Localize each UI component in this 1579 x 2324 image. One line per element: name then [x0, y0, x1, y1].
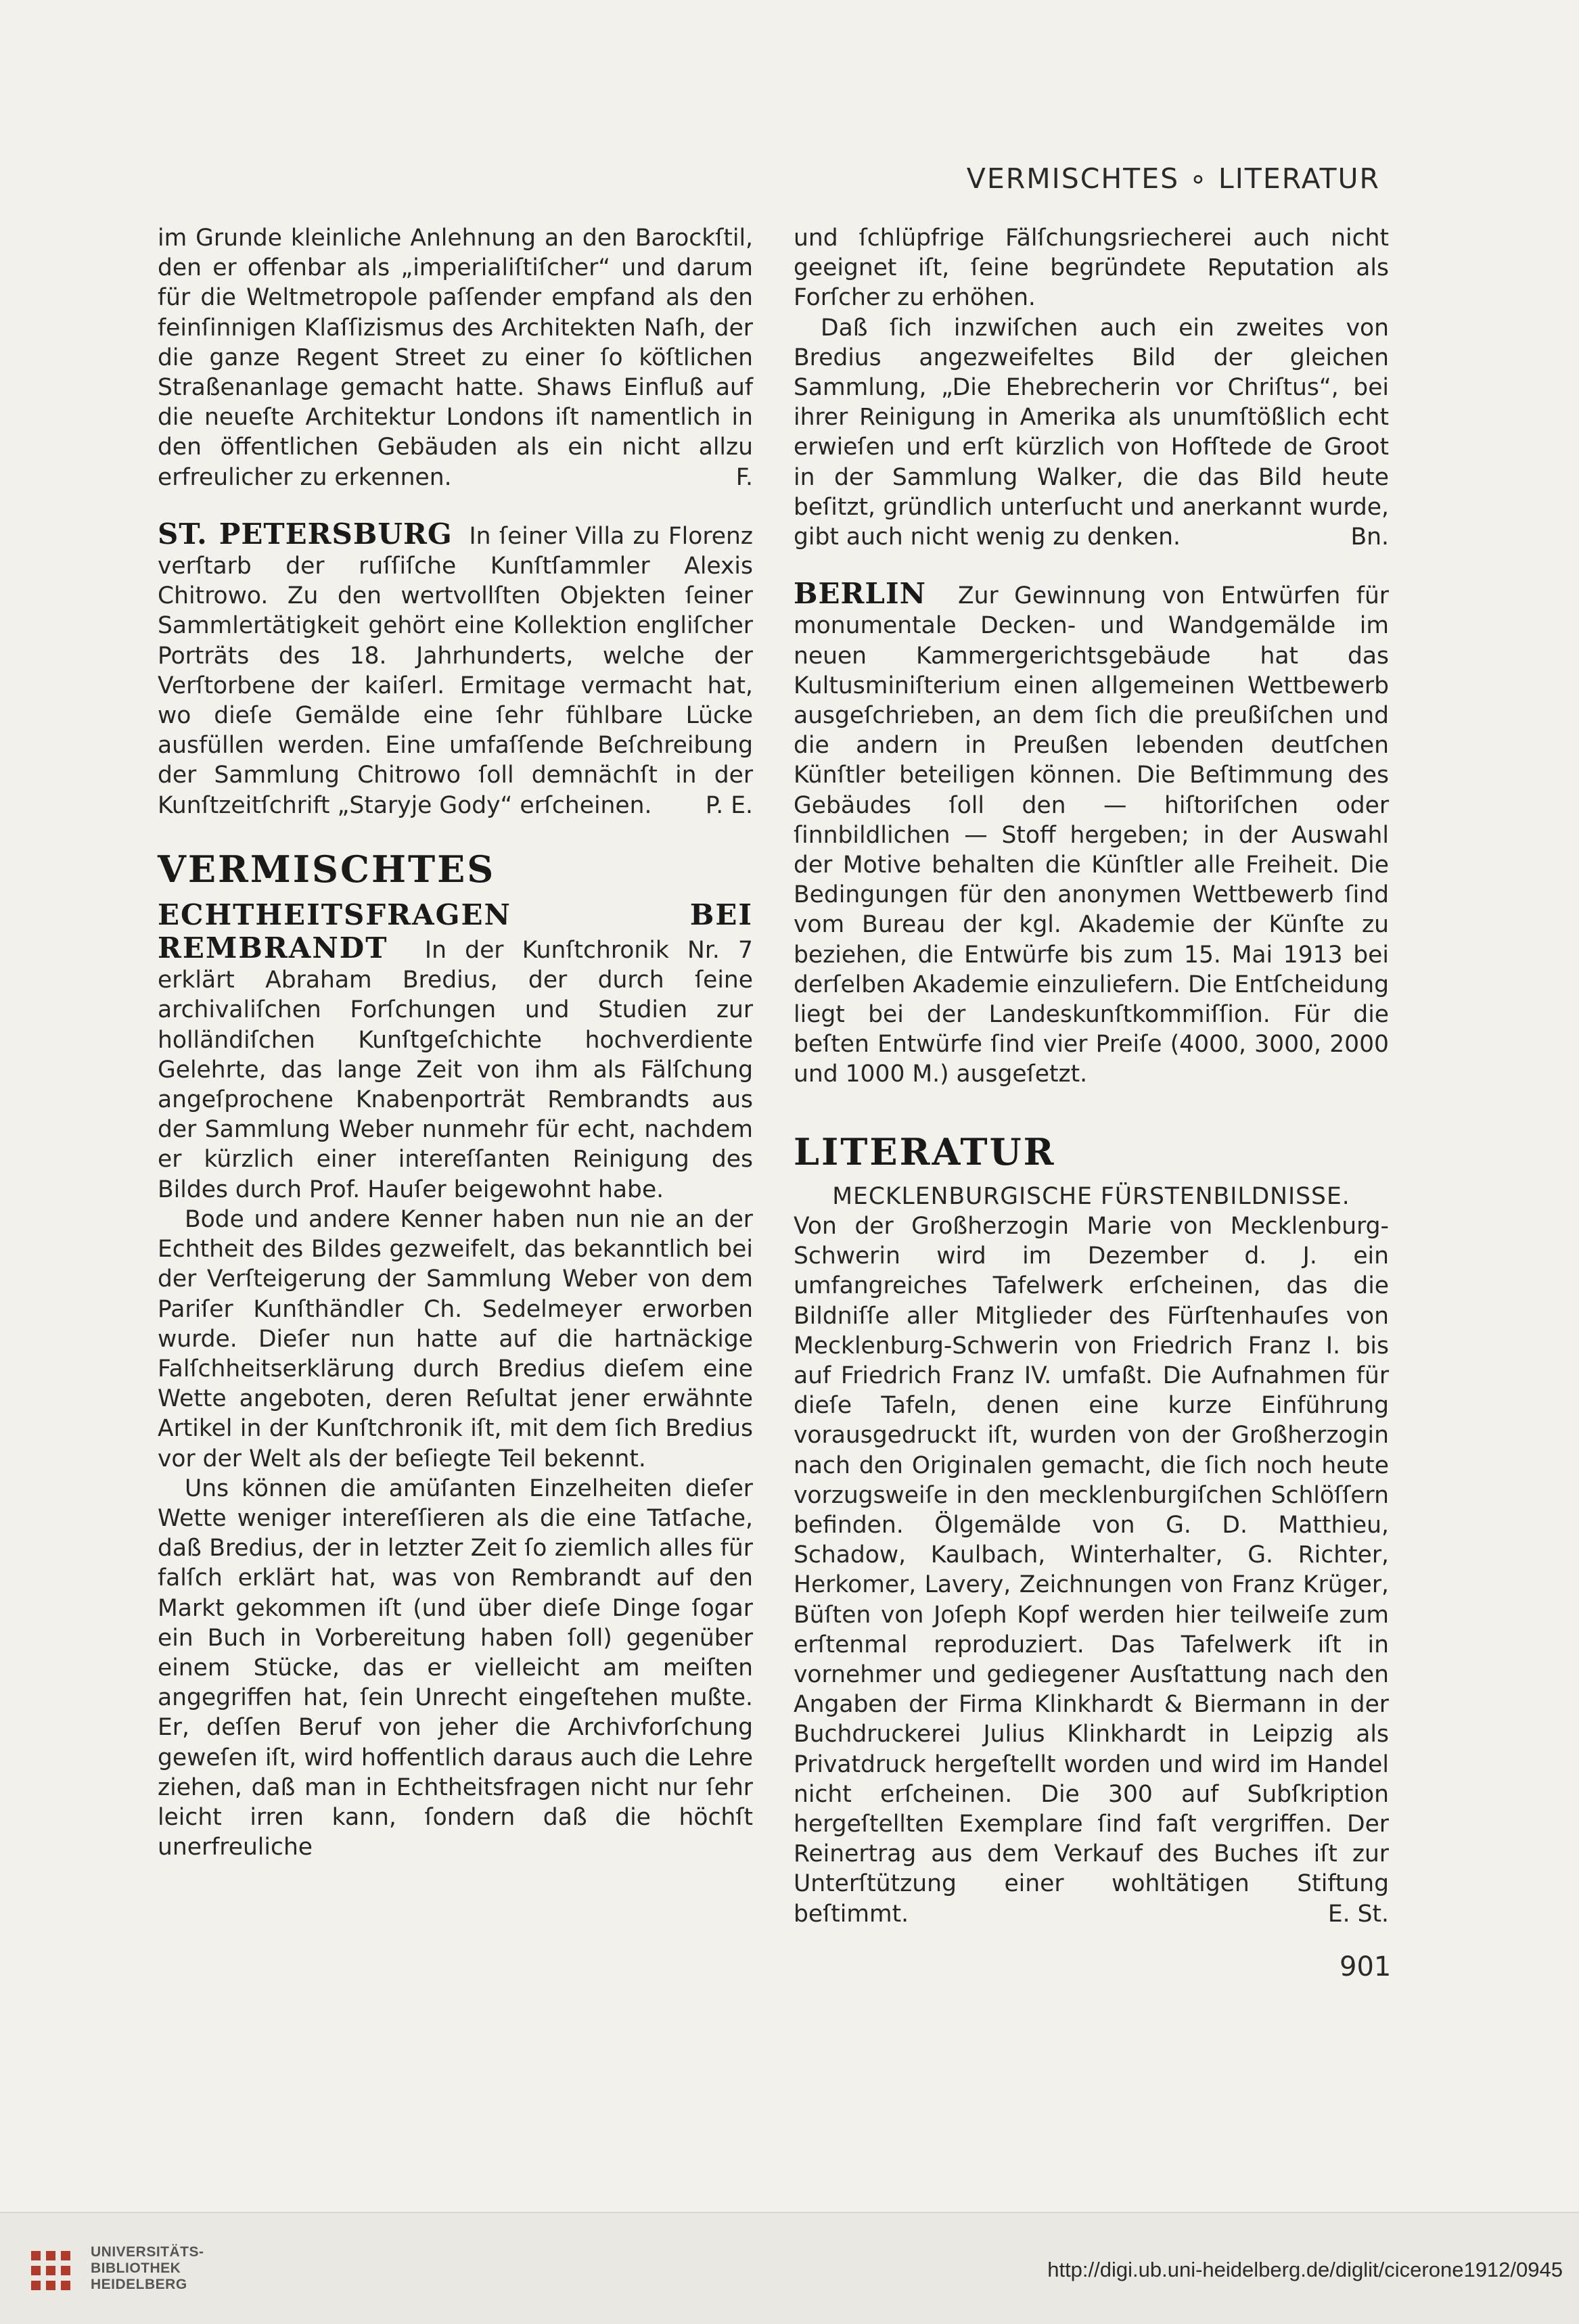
headline-echtheitsfragen: ECHTHEITSFRAGEN BEI REMBRANDT — [158, 898, 753, 965]
library-name-line: UNIVERSITÄTS- — [91, 2244, 204, 2260]
article-shaw-paragraph — [158, 223, 753, 492]
library-name — [91, 2244, 204, 2293]
headline-st-petersburg: ST. PETERSBURG — [158, 517, 453, 551]
author-signature: E. St. — [1327, 1900, 1389, 1928]
library-name-line: BIBLIOTHEK — [91, 2260, 181, 2276]
library-name-line: HEIDELBERG — [91, 2277, 187, 2292]
paragraph-bode: Bode und andere Kenner haben nun nie an der Echtheit des Bildes gezweifelt, das bekanntlich bei der Verſteigerung der Sammlung Weber von dem Pariſer Kunſthändler Ch. Sedelmeyer erworben wurde. Dieſer nun hatte auf die hartnäckige Falſchheitserklärung durch Bredius dieſem eine Wette angeboten, deren Reſultat jener erwähnte Artikel in der Kunſtchronik iſt, mit dem ſich Bredius vor der Welt als der beſiegte Teil bekennt. — [158, 1205, 753, 1472]
book-title: MECKLENBURGISCHE FÜRSTENBILDNISSE. — [832, 1182, 1350, 1210]
section-title-literatur: LITERATUR — [794, 1130, 1056, 1173]
article-berlin — [794, 579, 1389, 1089]
source-url-link[interactable]: http://digi.ub.uni-heidelberg.de/diglit/cicerone1912/0945 — [1047, 2258, 1563, 2281]
viewer-footer — [0, 2212, 1579, 2324]
author-signature: Bn. — [1350, 524, 1389, 551]
paragraph-literatur — [794, 1211, 1389, 1929]
left-column — [158, 223, 753, 1862]
paragraph-text: Daß ſich inzwiſchen auch ein zweites von Bredius angezweifeltes Bild der gleichen Sammlung, „Die Ehebrecherin vor Chriſtus“, bei ihrer Reinigung in Amerika als unumſtößlich echt erwieſen und erſt kürzlich von Hofſtede de Groot in der Sammlung Walker, die das Bild heute beſitzt, gründlich unterſucht und anerkannt wurde, gibt auch nicht wenig zu denken. — [794, 314, 1389, 551]
article-echtheitsfragen — [158, 899, 753, 1205]
section-title-vermischtes: VERMISCHTES — [158, 847, 496, 891]
right-column — [794, 223, 1389, 1929]
paragraph-text: im Grunde kleinliche Anlehnung an den Barockſtil, den er offenbar als „imperialiſtiſcher“ und darum für die Weltmetropole paſſender empfand als den feinſinnigen Klaſſizismus des Architekten Naſh, der die ganze Regent Street zu einer ſo köſtlichen Straßenanlage gemacht hatte. Shaws Einfluß auf die neueſte Architektur Londons iſt namentlich in den öffentlichen Gebäuden als ein nicht allzu erfreulicher zu erkennen. — [158, 225, 753, 491]
article-st-petersburg — [158, 519, 753, 820]
paragraph-ehebrecherin — [794, 313, 1389, 553]
university-library-logo-icon — [27, 2247, 74, 2294]
paragraph-text: In ſeiner Villa zu Florenz verſtarb der ruſſiſche Kunſtſammler Alexis Chitrowo. Zu den wertvollſten Objekten ſeiner Sammlertätigkeit gehört eine Kollektion engliſcher Porträts des 18. Jahrhunderts, welche der Verſtorbene der kaiſerl. Ermitage vermacht hat, wo dieſe Gemälde eine ſehr fühlbare Lücke ausfüllen werden. Eine umfaſſende Beſchreibung der Sammlung Chitrowo ſoll demnächſt in der Kunſtzeitſchrift „Staryje Gody“ erſcheinen. — [158, 522, 753, 819]
headline-berlin: BERLIN — [794, 577, 926, 611]
author-signature: F. — [735, 463, 753, 491]
author-signature: P. E. — [705, 791, 753, 819]
paragraph-continuation: und ſchlüpfrige Fälſchungsriecherei auch nicht geeignet iſt, ſeine begründete Reputation als Forſcher zu erhöhen. — [794, 225, 1389, 312]
paragraph-text: Von der Großherzogin Marie von Mecklenburg-Schwerin wird im Dezember d. J. ein umfangreiches Tafelwerk erſcheinen, das die Bildniſſe aller Mitglieder des Fürſtenhauſes von Mecklenburg-Schwerin von Friedrich Franz I. bis auf Friedrich Franz IV. umfaßt. Die Aufnahmen für dieſe Tafeln, denen eine kurze Einführung vorausgedruckt iſt, wurden von der Großherzogin nach den Originalen gemacht, die ſich noch heute vorzugsweiſe in den mecklenburgiſchen Schlöſſern befinden. Ölgemälde von G. D. Matthieu, Schadow, Kaulbach, Winterhalter, G. Richter, Herkomer, Lavery, Zeichnungen von Franz Krüger, Büſten von Joſeph Kopf werden hier teilweiſe zum erſtenmal reproduziert. Das Tafelwerk iſt in vornehmer und gediegener Ausſtattung nach den Angaben der Firma Klinkhardt & Biermann in der Buchdruckerei Julius Klinkhardt in Leipzig als Privatdruck hergeſtellt worden und wird im Handel nicht erſcheinen. Die 300 auf Subſkription hergeſtellten Exemplare ſind faſt vergriffen. Der Reinertrag aus dem Verkauf des Buches iſt zur Unterſtützung einer wohltätigen Stiftung beſtimmt. — [794, 1212, 1389, 1928]
page-number: 901 — [1340, 1951, 1392, 1982]
paragraph-uns: Uns können die amüſanten Einzelheiten dieſer Wette weniger intereſſieren als die eine Tatſache, daß Bredius, der in letzter Zeit ſo ziemlich alles für falſch erklärt hat, was von Rembrandt auf den Markt gekommen iſt (und über dieſe Dinge ſogar ein Buch in Vorbereitung haben ſoll) gegenüber einem Stücke, das er vielleicht am meiſten angegriffen hat, ſein Unrecht eingeſtehen mußte. Er, deſſen Beruf von jeher die Archivforſchung geweſen iſt, wird hoffentlich daraus auch die Lehre ziehen, daß man in Echtheitsfragen nicht nur ſehr leicht irren kann, ſondern daß die höchſt unerfreuliche — [158, 1474, 753, 1861]
running-head: VERMISCHTES ∘ LITERATUR — [966, 162, 1380, 195]
paragraph-text: In der Kunſtchronik Nr. 7 erklärt Abraham Bredius, der durch ſeine archivaliſchen Forſchungen und Studien zur holländiſchen Kunſtgeſchichte hochverdiente Gelehrte, das lange Zeit von ihm als Fälſchung angeſprochene Knabenporträt Rembrandts aus der Sammlung Weber nunmehr für echt, nachdem er kürzlich einer intereſſanten Reinigung des Bildes durch Prof. Hauſer beigewohnt habe. — [158, 937, 753, 1203]
paragraph-text: Zur Gewinnung von Entwürfen für monumentale Decken- und Wandgemälde im neuen Kammergerichtsgebäude hat das Kultusminiſterium einen allgemeinen Wettbewerb ausgeſchrieben, an dem ſich die preußiſchen und die andern in Preußen lebenden deutſchen Künſtler beteiligen können. Die Beſtimmung des Gebäudes ſoll den — hiſtoriſchen oder ſinnbildlichen — Stoff hergeben; in der Auswahl der Motive behalten die Künſtler alle Freiheit. Die Bedingungen für den anonymen Wettbewerb ſind vom Bureau der kgl. Akademie der Künſte zu beziehen, die Entwürfe bis zum 15. Mai 1913 bei derſelben Akademie einzuliefern. Die Entſcheidung liegt bei der Landeskunſtkommiſſion. Für die beſten Entwürfe ſind vier Preiſe (4000, 3000, 2000 und 1000 M.) ausgeſetzt. — [794, 582, 1389, 1088]
